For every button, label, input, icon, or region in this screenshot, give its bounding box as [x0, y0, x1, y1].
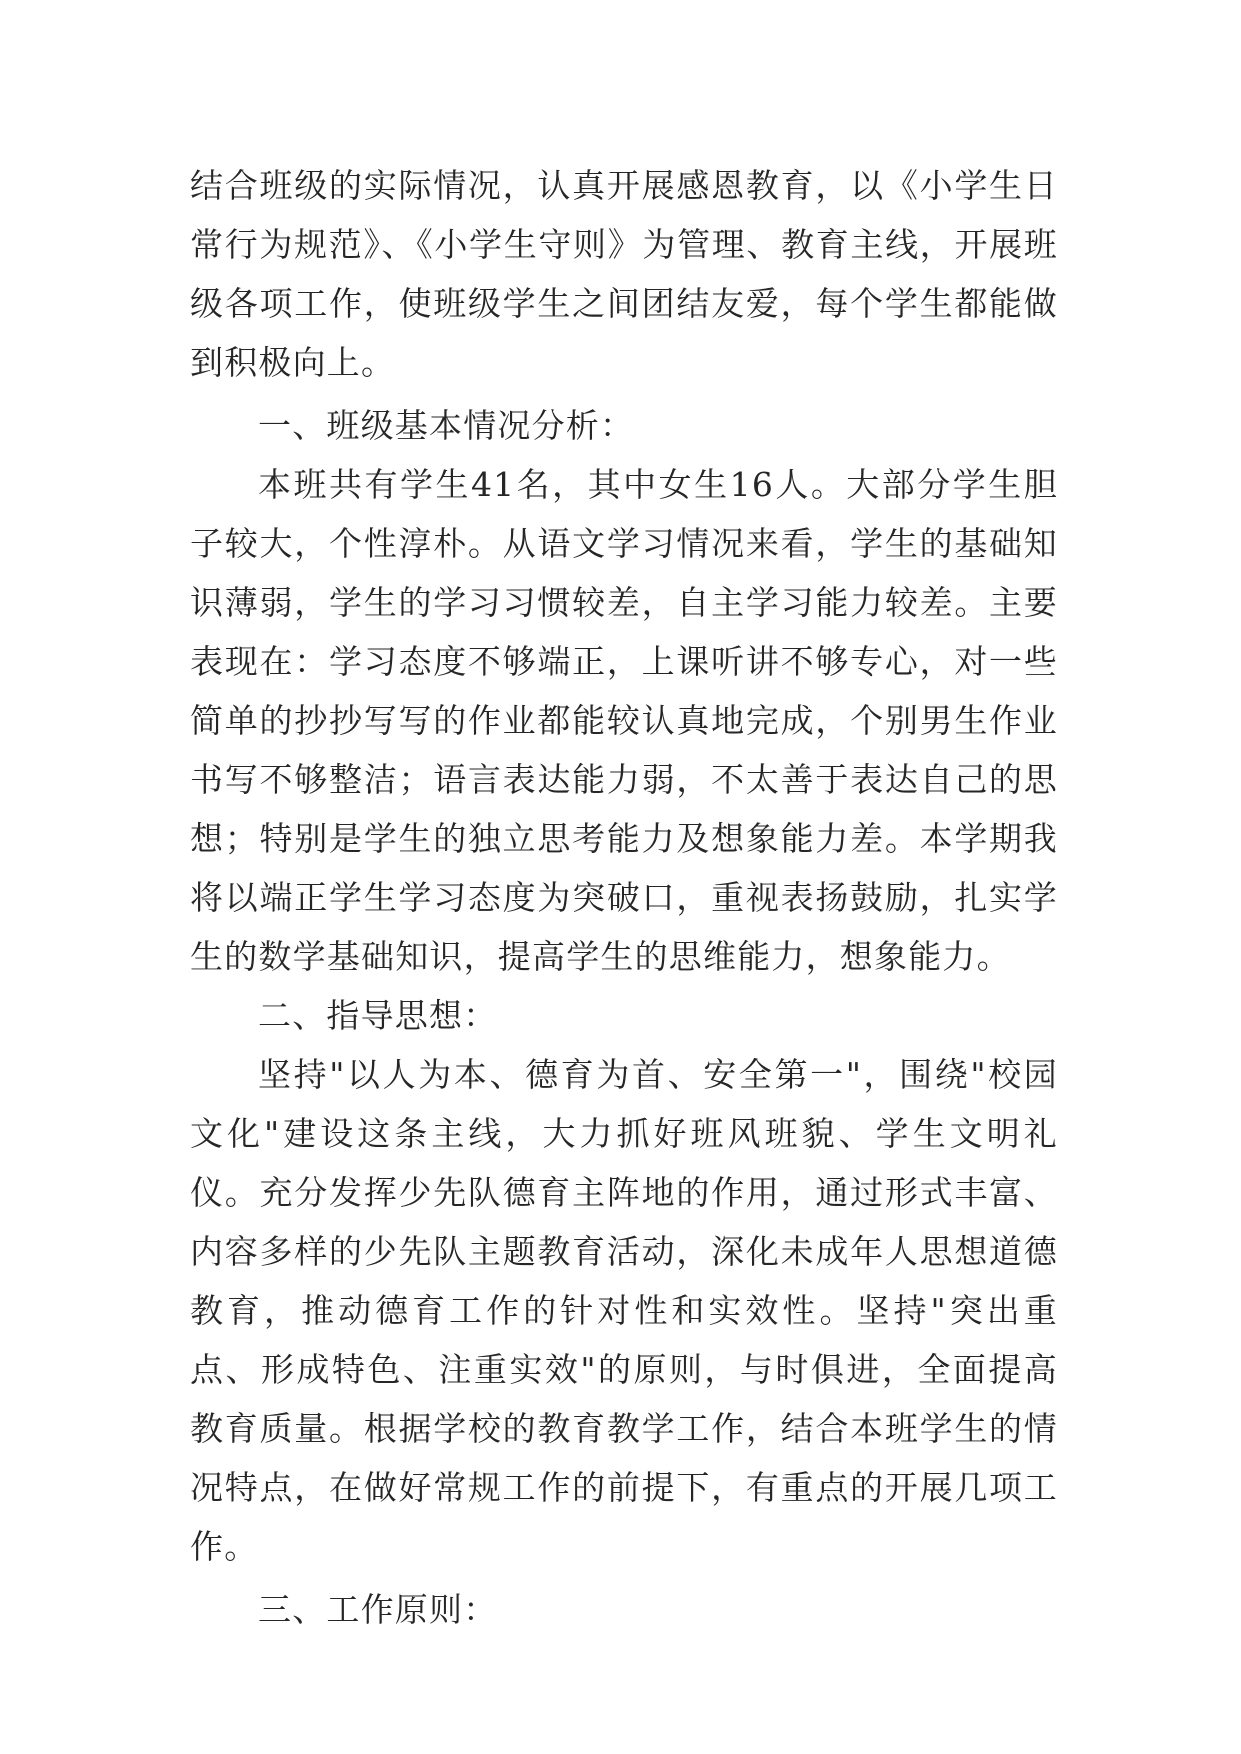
paragraph-guiding-ideology: 坚持"以人为本、德育为首、安全第一"，围绕"校园文化"建设这条主线，大力抓好班风班貌、学生文明礼仪。充分发挥少先队德育主阵地的作用，通过形式丰富、内容多样的少先队主题教育活动，深化未成年人思想道德教育，推动德育工作的针对性和实效性。坚持"突出重点、形成特色、注重实效"的原则，与时俱进，全面提高教育质量。根据学校的教育教学工作，结合本班学生的情况特点，在做好常规工作的前提下，有重点的开展几项工作。 — [190, 1055, 1058, 1566]
paragraph-intro-continuation: 结合班级的实际情况，认真开展感恩教育，以《小学生日常行为规范》、《小学生守则》为管理、教育主线，开展班级各项工作，使班级学生之间团结友爱，每个学生都能做到积极向上。 — [190, 166, 1058, 382]
section-heading-class-analysis: 一、班级基本情况分析： — [258, 406, 635, 445]
section-heading-work-principles: 三、工作原则： — [258, 1590, 498, 1629]
paragraph-class-analysis: 本班共有学生41名，其中女生16人。大部分学生胆子较大，个性淳朴。从语文学习情况来看，学生的基础知识薄弱，学生的学习习惯较差，自主学习能力较差。主要表现在：学习态度不够端正，上课听讲不够专心，对一些简单的抄抄写写的作业都能较认真地完成，个别男生作业书写不够整洁；语言表达能力弱，不太善于表达自己的思想；特别是学生的独立思考能力及想象能力差。本学期我将以端正学生学习态度为突破口，重视表扬鼓励，扎实学生的数学基础知识，提高学生的思维能力，想象能力。 — [190, 465, 1058, 976]
section-heading-guiding-ideology: 二、指导思想： — [258, 996, 498, 1035]
document-body — [190, 156, 1058, 1639]
